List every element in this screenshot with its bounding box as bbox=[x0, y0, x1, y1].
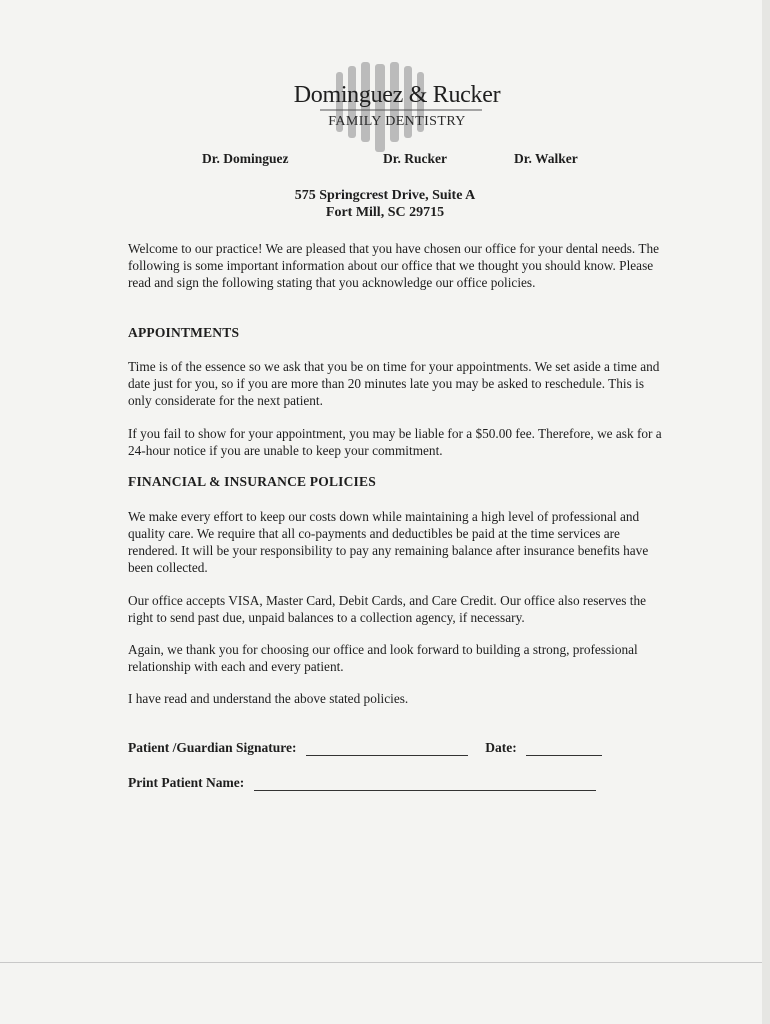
doctor-dominguez: Dr. Dominguez bbox=[202, 151, 289, 166]
appointments-paragraph-2: If you fail to show for your appointment, you may be liable for a $50.00 fee. Therefore, we ask for a 24-hour notice if you are unable to keep your commitment. bbox=[128, 426, 662, 458]
signature-row bbox=[128, 740, 602, 756]
date-line[interactable] bbox=[526, 741, 602, 756]
financial-heading: FINANCIAL & INSURANCE POLICIES bbox=[128, 474, 376, 489]
signature-line[interactable] bbox=[306, 741, 468, 756]
print-name-line[interactable] bbox=[254, 776, 596, 791]
doctor-names bbox=[0, 151, 770, 171]
financial-paragraph-1: We make every effort to keep our costs down while maintaining a high level of professional and quality care. We require that all co-payments and deductibles be paid at the time services are rendered. It will be your responsibility to pay any remaining balance after insurance benefits have been collected. bbox=[128, 509, 649, 575]
scan-right-edge bbox=[762, 0, 770, 1024]
print-name-label: Print Patient Name: bbox=[128, 775, 245, 790]
acknowledgement-statement: I have read and understand the above stated policies. bbox=[128, 691, 409, 706]
practice-address bbox=[0, 187, 770, 221]
signature-label: Patient /Guardian Signature: bbox=[128, 740, 297, 755]
address-line-2: Fort Mill, SC 29715 bbox=[325, 205, 445, 220]
doctor-walker: Dr. Walker bbox=[514, 151, 578, 166]
print-name-row bbox=[128, 775, 596, 791]
appointments-heading: APPOINTMENTS bbox=[128, 325, 240, 340]
date-label: Date: bbox=[485, 740, 517, 755]
logo-subtitle: FAMILY DENTISTRY bbox=[328, 114, 466, 129]
intro-paragraph: Welcome to our practice! We are pleased that you have chosen our office for your dental needs. The following is some important information about our office that we thought you should know. Please read and sign the following stating that you acknowledge our office policies. bbox=[128, 241, 659, 290]
logo-name: Dominguez & Rucker bbox=[293, 82, 501, 108]
address-line-1: 575 Springcrest Drive, Suite A bbox=[294, 188, 476, 203]
practice-logo bbox=[286, 62, 508, 154]
financial-paragraph-3: Again, we thank you for choosing our office and look forward to building a strong, professional relationship with each and every patient. bbox=[128, 642, 638, 674]
doctor-rucker: Dr. Rucker bbox=[383, 151, 447, 166]
financial-paragraph-2: Our office accepts VISA, Master Card, Debit Cards, and Care Credit. Our office also reserves the right to send past due, unpaid balances to a collection agency, if necessary. bbox=[128, 593, 647, 625]
appointments-paragraph-1: Time is of the essence so we ask that you be on time for your appointments. We set aside a time and date just for you, so if you are more than 20 minutes late you may be asked to reschedule. This is only considerate for the next patient. bbox=[128, 359, 660, 408]
scan-edge-line bbox=[0, 962, 770, 963]
